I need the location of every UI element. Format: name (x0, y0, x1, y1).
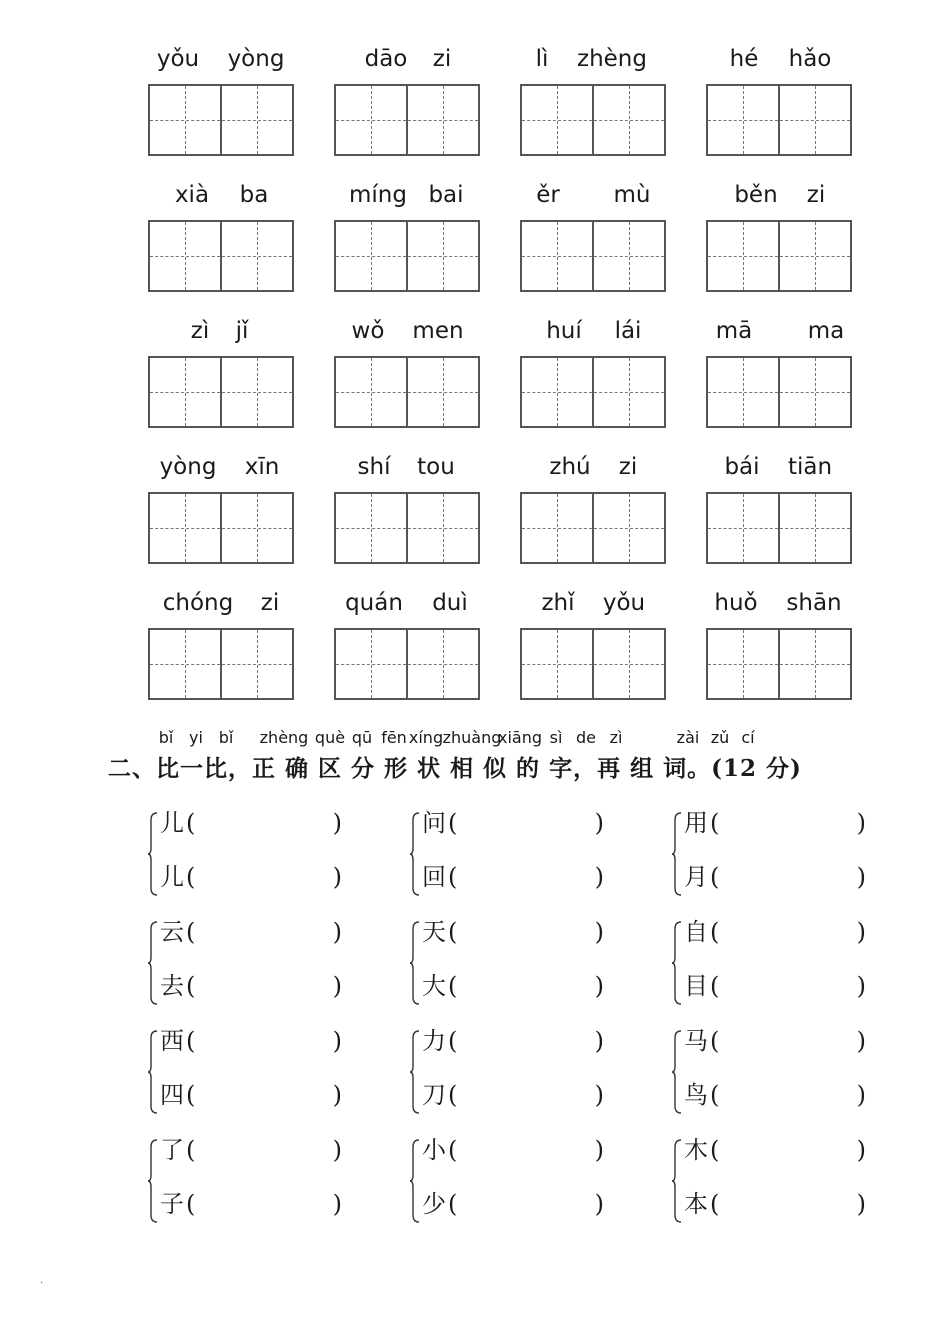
pinyin-syllable: huí (546, 318, 582, 344)
pinyin-syllable: míng (349, 182, 407, 208)
pinyin-syllable: zi (432, 46, 452, 72)
compare-char: 少 (422, 1190, 446, 1218)
pinyin-syllable: tiān (787, 454, 833, 480)
heading-pinyin-syllable: zhèng (259, 728, 309, 747)
compare-line[interactable] (684, 806, 866, 840)
pinyin-row (706, 316, 852, 356)
brace-icon (148, 1030, 158, 1114)
open-paren: ( (448, 1081, 458, 1109)
pinyin-syllable: chóng (162, 590, 234, 616)
compare-line[interactable] (160, 860, 342, 894)
writing-cell[interactable] (708, 630, 778, 698)
word-item (334, 316, 480, 356)
pinyin-syllable: yòng (227, 46, 285, 72)
compare-group (160, 806, 370, 902)
pinyin-row (706, 180, 852, 220)
writing-box[interactable] (706, 492, 852, 564)
pinyin-syllable: xià (174, 182, 210, 208)
compare-line[interactable] (684, 1078, 866, 1112)
compare-group (684, 915, 894, 1011)
pinyin-syllable: jǐ (235, 318, 249, 344)
open-paren: ( (448, 1190, 458, 1218)
writing-cell[interactable] (150, 630, 220, 698)
open-paren: ( (186, 1027, 196, 1055)
compare-group (422, 1133, 632, 1229)
pinyin-syllable: zi (260, 590, 280, 616)
word-item (706, 180, 852, 220)
writing-cell[interactable] (592, 494, 664, 562)
writing-box[interactable] (148, 628, 294, 700)
open-paren: ( (710, 863, 720, 891)
compare-group (684, 1133, 894, 1229)
word-item (148, 316, 294, 356)
open-paren: ( (448, 972, 458, 1000)
compare-line[interactable] (422, 1024, 604, 1058)
heading-pinyin-syllable: bǐ (218, 728, 234, 747)
writing-cell[interactable] (150, 358, 220, 426)
open-paren: ( (448, 1027, 458, 1055)
open-paren: ( (710, 972, 720, 1000)
compare-char: 儿 (160, 863, 184, 891)
close-paren: ) (594, 1190, 604, 1218)
writing-cell[interactable] (220, 222, 292, 290)
compare-char: 鸟 (684, 1081, 708, 1109)
open-paren: ( (448, 863, 458, 891)
writing-cell[interactable] (150, 86, 220, 154)
writing-cell[interactable] (150, 222, 220, 290)
pinyin-syllable: ba (239, 182, 269, 208)
writing-box[interactable] (334, 84, 480, 156)
compare-line[interactable] (160, 1024, 342, 1058)
pinyin-syllable: men (412, 318, 464, 344)
word-item (148, 588, 294, 628)
compare-line[interactable] (684, 969, 866, 1003)
compare-line[interactable] (422, 806, 604, 840)
writing-cell[interactable] (708, 222, 778, 290)
pinyin-row (148, 180, 294, 220)
pinyin-syllable: hǎo (788, 46, 832, 72)
word-item (334, 452, 480, 492)
writing-cell[interactable] (592, 358, 664, 426)
compare-char: 月 (684, 863, 708, 891)
compare-char: 目 (684, 972, 708, 1000)
compare-char: 木 (684, 1136, 708, 1164)
pinyin-syllable: duì (432, 590, 468, 616)
close-paren: ) (856, 1190, 866, 1218)
writing-box[interactable] (520, 220, 666, 292)
writing-cell[interactable] (336, 86, 406, 154)
writing-cell[interactable] (406, 630, 478, 698)
open-paren: ( (186, 1136, 196, 1164)
open-paren: ( (186, 1081, 196, 1109)
pinyin-syllable: zi (806, 182, 826, 208)
close-paren: ) (856, 1081, 866, 1109)
close-paren: ) (856, 918, 866, 946)
compare-char: 儿 (160, 809, 184, 837)
writing-cell[interactable] (778, 494, 850, 562)
compare-line[interactable] (684, 1024, 866, 1058)
close-paren: ) (332, 863, 342, 891)
pinyin-syllable: yǒu (602, 590, 646, 616)
writing-cell[interactable] (220, 358, 292, 426)
heading-pinyin-syllable: zǔ (710, 728, 730, 747)
heading-pinyin-row (108, 728, 908, 750)
brace-icon (410, 1139, 420, 1223)
brace-icon (672, 1139, 682, 1223)
close-paren: ) (856, 1027, 866, 1055)
word-item (334, 180, 480, 220)
pinyin-syllable: bái (724, 454, 760, 480)
open-paren: ( (448, 1136, 458, 1164)
pinyin-syllable: yòng (159, 454, 217, 480)
pinyin-row (520, 180, 666, 220)
open-paren: ( (448, 918, 458, 946)
compare-line[interactable] (422, 969, 604, 1003)
writing-cell[interactable] (522, 358, 592, 426)
open-paren: ( (710, 1190, 720, 1218)
writing-cell[interactable] (778, 86, 850, 154)
compare-line[interactable] (684, 1133, 866, 1167)
word-item (520, 316, 666, 356)
pinyin-syllable: hé (729, 46, 759, 72)
pinyin-syllable: ma (807, 318, 845, 344)
compare-char: 天 (422, 918, 446, 946)
writing-cell[interactable] (708, 494, 778, 562)
writing-box[interactable] (148, 84, 294, 156)
compare-char: 马 (684, 1027, 708, 1055)
compare-char: 云 (160, 918, 184, 946)
heading-pinyin-syllable: què (314, 728, 346, 747)
open-paren: ( (186, 809, 196, 837)
pinyin-syllable: shí (357, 454, 391, 480)
heading-pinyin-syllable: bǐ (158, 728, 174, 747)
pinyin-row (520, 316, 666, 356)
pinyin-syllable: mā (715, 318, 753, 344)
compare-char: 子 (160, 1190, 184, 1218)
compare-char: 西 (160, 1027, 184, 1055)
writing-cell[interactable] (522, 222, 592, 290)
pinyin-row (334, 588, 480, 628)
writing-cell[interactable] (522, 86, 592, 154)
pinyin-syllable: bai (428, 182, 464, 208)
writing-cell[interactable] (708, 86, 778, 154)
close-paren: ) (332, 972, 342, 1000)
compare-char: 力 (422, 1027, 446, 1055)
writing-box[interactable] (706, 628, 852, 700)
pinyin-row (334, 316, 480, 356)
pinyin-row (148, 452, 294, 492)
pinyin-row (148, 588, 294, 628)
close-paren: ) (332, 1027, 342, 1055)
writing-box[interactable] (520, 356, 666, 428)
writing-cell[interactable] (778, 358, 850, 426)
pinyin-row (334, 452, 480, 492)
compare-group (160, 915, 370, 1011)
brace-icon (148, 921, 158, 1005)
compare-group (422, 915, 632, 1011)
writing-cell[interactable] (778, 630, 850, 698)
pinyin-syllable: běn (734, 182, 778, 208)
compare-line[interactable] (422, 1078, 604, 1112)
word-item (706, 44, 852, 84)
writing-box[interactable] (148, 492, 294, 564)
compare-group (160, 1133, 370, 1229)
compare-line[interactable] (160, 915, 342, 949)
brace-icon (410, 921, 420, 1005)
compare-group (422, 806, 632, 902)
brace-icon (672, 812, 682, 896)
writing-box[interactable] (334, 356, 480, 428)
writing-box[interactable] (334, 628, 480, 700)
compare-line[interactable] (684, 1187, 866, 1221)
close-paren: ) (332, 1190, 342, 1218)
close-paren: ) (856, 1136, 866, 1164)
heading-pinyin-syllable: zhuàng (442, 728, 502, 747)
writing-cell[interactable] (336, 630, 406, 698)
writing-cell[interactable] (778, 222, 850, 290)
word-item (520, 588, 666, 628)
compare-line[interactable] (160, 969, 342, 1003)
writing-cell[interactable] (592, 86, 664, 154)
compare-char: 本 (684, 1190, 708, 1218)
close-paren: ) (594, 1136, 604, 1164)
pinyin-syllable: tou (417, 454, 455, 480)
heading-pinyin-syllable: zài (676, 728, 700, 747)
compare-line[interactable] (160, 1187, 342, 1221)
heading-pinyin-syllable: cí (741, 728, 755, 747)
pinyin-syllable: huǒ (714, 590, 758, 616)
compare-group (684, 806, 894, 902)
writing-box[interactable] (148, 356, 294, 428)
compare-line[interactable] (422, 860, 604, 894)
close-paren: ) (332, 1136, 342, 1164)
brace-icon (148, 1139, 158, 1223)
pinyin-row (706, 452, 852, 492)
heading-pinyin-syllable: sì (549, 728, 563, 747)
pinyin-syllable: lái (614, 318, 642, 344)
writing-cell[interactable] (406, 358, 478, 426)
pinyin-row (706, 588, 852, 628)
writing-cell[interactable] (406, 494, 478, 562)
close-paren: ) (594, 972, 604, 1000)
writing-cell[interactable] (220, 494, 292, 562)
word-item (520, 180, 666, 220)
close-paren: ) (594, 863, 604, 891)
brace-icon (148, 812, 158, 896)
compare-char: 刀 (422, 1081, 446, 1109)
compare-line[interactable] (422, 915, 604, 949)
heading-pinyin-syllable: xiāng (497, 728, 543, 747)
writing-box[interactable] (706, 356, 852, 428)
pinyin-syllable: lì (535, 46, 549, 72)
pinyin-syllable: mù (613, 182, 651, 208)
writing-cell[interactable] (406, 222, 478, 290)
word-item (706, 452, 852, 492)
close-paren: ) (594, 809, 604, 837)
heading-pinyin-syllable: qū (351, 728, 373, 747)
compare-line[interactable] (160, 1078, 342, 1112)
pinyin-syllable: wǒ (351, 318, 385, 344)
writing-cell[interactable] (220, 630, 292, 698)
writing-cell[interactable] (220, 86, 292, 154)
word-item (334, 44, 480, 84)
writing-cell[interactable] (592, 630, 664, 698)
compare-line[interactable] (684, 915, 866, 949)
writing-cell[interactable] (150, 494, 220, 562)
scan-mark: · (40, 1278, 44, 1289)
close-paren: ) (332, 1081, 342, 1109)
pinyin-syllable: dāo (364, 46, 408, 72)
writing-box[interactable] (520, 492, 666, 564)
brace-icon (410, 812, 420, 896)
close-paren: ) (856, 863, 866, 891)
pinyin-row (520, 44, 666, 84)
open-paren: ( (186, 863, 196, 891)
pinyin-syllable: quán (345, 590, 403, 616)
compare-group (160, 1024, 370, 1120)
close-paren: ) (856, 972, 866, 1000)
compare-char: 小 (422, 1136, 446, 1164)
pinyin-syllable: shān (786, 590, 842, 616)
pinyin-row (706, 44, 852, 84)
pinyin-row (148, 44, 294, 84)
section-2-heading (108, 728, 908, 788)
compare-char: 问 (422, 809, 446, 837)
close-paren: ) (332, 809, 342, 837)
pinyin-syllable: yǒu (156, 46, 200, 72)
writing-cell[interactable] (592, 222, 664, 290)
compare-char: 去 (160, 972, 184, 1000)
compare-group (684, 1024, 894, 1120)
pinyin-syllable: zi (618, 454, 638, 480)
close-paren: ) (594, 1081, 604, 1109)
heading-pinyin-syllable: yi (189, 728, 203, 747)
writing-box[interactable] (706, 84, 852, 156)
pinyin-syllable: xīn (244, 454, 280, 480)
open-paren: ( (186, 918, 196, 946)
pinyin-row (334, 180, 480, 220)
close-paren: ) (332, 918, 342, 946)
writing-cell[interactable] (522, 630, 592, 698)
writing-box[interactable] (334, 492, 480, 564)
word-item (520, 44, 666, 84)
writing-cell[interactable] (336, 494, 406, 562)
open-paren: ( (710, 809, 720, 837)
brace-icon (672, 921, 682, 1005)
writing-cell[interactable] (522, 494, 592, 562)
open-paren: ( (710, 1136, 720, 1164)
brace-icon (672, 1030, 682, 1114)
heading-pinyin-syllable: zì (609, 728, 623, 747)
compare-line[interactable] (422, 1187, 604, 1221)
pinyin-syllable: zì (190, 318, 210, 344)
word-item (334, 588, 480, 628)
compare-char: 用 (684, 809, 708, 837)
word-item (148, 452, 294, 492)
compare-char: 四 (160, 1081, 184, 1109)
pinyin-row (334, 44, 480, 84)
word-item (148, 44, 294, 84)
word-item (706, 316, 852, 356)
compare-line[interactable] (684, 860, 866, 894)
compare-line[interactable] (160, 806, 342, 840)
compare-group (422, 1024, 632, 1120)
close-paren: ) (594, 1027, 604, 1055)
heading-pinyin-syllable: de (576, 728, 596, 747)
compare-line[interactable] (422, 1133, 604, 1167)
writing-box[interactable] (706, 220, 852, 292)
pinyin-row (148, 316, 294, 356)
open-paren: ( (710, 918, 720, 946)
heading-pinyin-syllable: xíng (408, 728, 444, 747)
pinyin-syllable: zhú (549, 454, 591, 480)
open-paren: ( (710, 1081, 720, 1109)
brace-icon (410, 1030, 420, 1114)
open-paren: ( (710, 1027, 720, 1055)
writing-box[interactable] (334, 220, 480, 292)
pinyin-syllable: ěr (536, 182, 560, 208)
word-item (706, 588, 852, 628)
compare-line[interactable] (160, 1133, 342, 1167)
open-paren: ( (448, 809, 458, 837)
word-item (148, 180, 294, 220)
writing-box[interactable] (520, 628, 666, 700)
pinyin-syllable: zhǐ (541, 590, 575, 616)
compare-char: 了 (160, 1136, 184, 1164)
open-paren: ( (186, 972, 196, 1000)
compare-char: 回 (422, 863, 446, 891)
writing-cell[interactable] (336, 222, 406, 290)
writing-box[interactable] (148, 220, 294, 292)
pinyin-syllable: zhèng (577, 46, 647, 72)
close-paren: ) (594, 918, 604, 946)
writing-cell[interactable] (708, 358, 778, 426)
writing-cell[interactable] (336, 358, 406, 426)
word-item (520, 452, 666, 492)
writing-cell[interactable] (406, 86, 478, 154)
pinyin-row (520, 588, 666, 628)
heading-pinyin-syllable: fēn (381, 728, 407, 747)
open-paren: ( (186, 1190, 196, 1218)
pinyin-row (520, 452, 666, 492)
writing-box[interactable] (520, 84, 666, 156)
heading-text: 二、比一比，正 确 区 分 形 状 相 似 的 字，再 组 词。(12 分) (108, 755, 802, 782)
compare-char: 大 (422, 972, 446, 1000)
compare-char: 自 (684, 918, 708, 946)
close-paren: ) (856, 809, 866, 837)
